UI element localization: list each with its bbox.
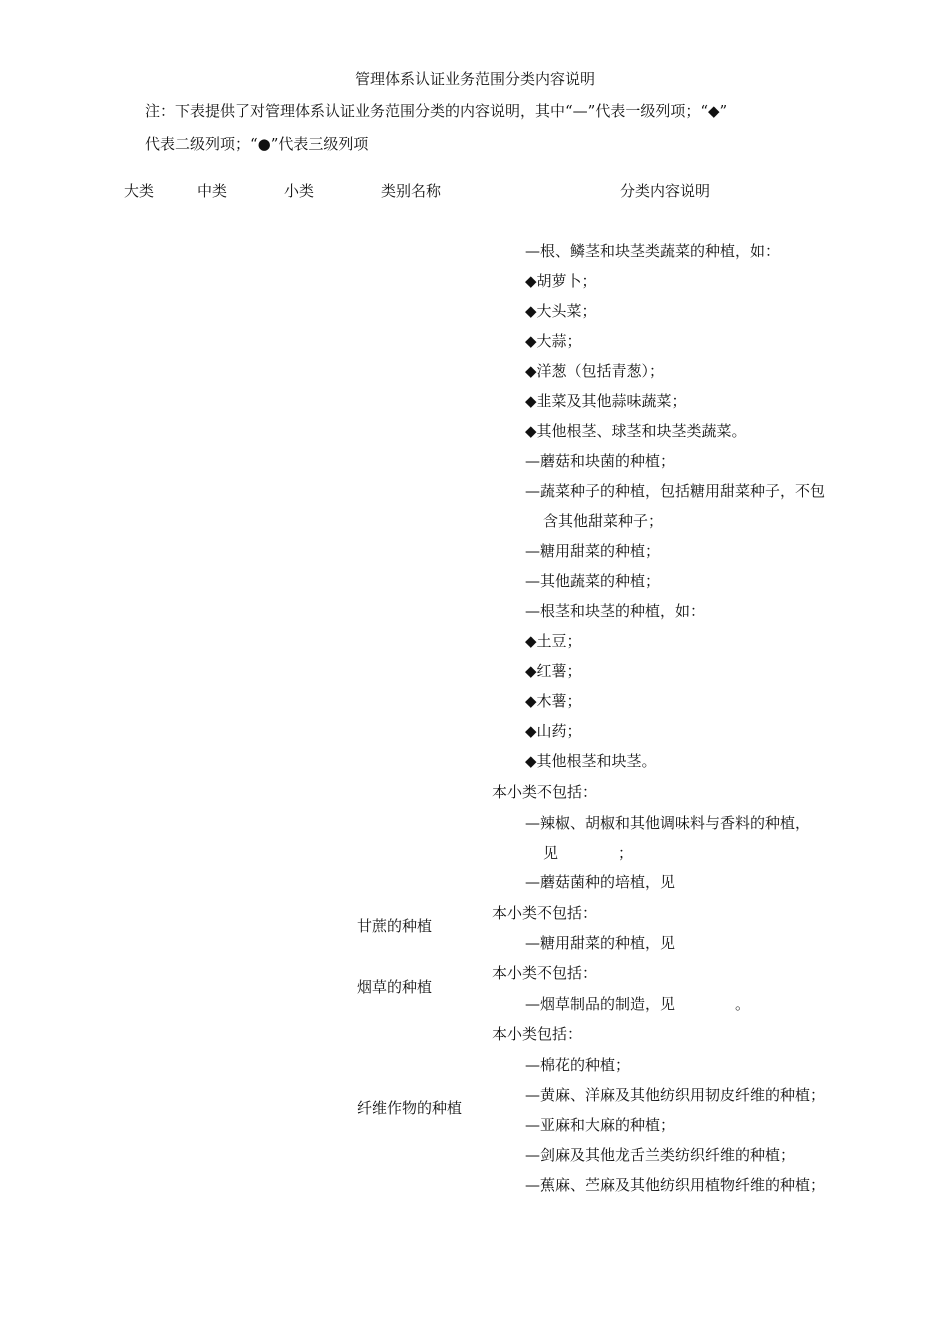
header-description: 分类内容说明 (620, 182, 711, 200)
desc-line: ◆其他根茎、球茎和块茎类蔬菜。 (525, 422, 747, 440)
desc-line: —糖用甜菜的种植； (525, 542, 661, 560)
desc-line: —其他蔬菜的种植； (525, 572, 661, 590)
desc-line: —亚麻和大麻的种植； (525, 1116, 676, 1134)
desc-line: —蘑菇菌种的培植，见 (525, 873, 676, 891)
desc-line: 本小类不包括： (492, 964, 598, 982)
desc-line: ◆其他根茎和块茎。 (525, 752, 657, 770)
desc-line: —剑麻及其他龙舌兰类纺织纤维的种植； (525, 1146, 796, 1164)
desc-line: 本小类不包括： (492, 783, 598, 801)
desc-line: ◆木薯； (525, 692, 582, 710)
header-major-class: 大类 (124, 182, 155, 200)
header-category-name: 类别名称 (381, 182, 442, 200)
desc-line: —蘑菇和块菌的种植； (525, 452, 676, 470)
desc-line: ◆大蒜； (525, 332, 582, 350)
category-fiber-crops: 纤维作物的种植 (357, 1099, 463, 1117)
desc-line: —糖用甜菜的种植，见 (525, 934, 676, 952)
desc-line: —根、鳞茎和块茎类蔬菜的种植，如： (525, 242, 781, 260)
desc-line: ◆大头菜； (525, 302, 597, 320)
desc-line: 含其他甜菜种子； (543, 512, 664, 530)
desc-line: ◆胡萝卜； (525, 272, 597, 290)
desc-line: —烟草制品的制造，见 。 (525, 995, 751, 1013)
header-minor-class: 小类 (284, 182, 315, 200)
note-line-1: 注：下表提供了对管理体系认证业务范围分类的内容说明，其中“—”代表一级列项；“◆” (145, 102, 728, 120)
category-sugarcane: 甘蔗的种植 (357, 917, 433, 935)
desc-line: —棉花的种植； (525, 1056, 631, 1074)
desc-line: ◆韭菜及其他蒜味蔬菜； (525, 392, 687, 410)
desc-line: 本小类不包括： (492, 904, 598, 922)
document-title: 管理体系认证业务范围分类内容说明 (354, 70, 595, 88)
desc-line: ◆土豆； (525, 632, 582, 650)
desc-line: —根茎和块茎的种植，如： (525, 602, 706, 620)
desc-line: ◆洋葱（包括青葱）； (525, 362, 665, 380)
desc-line: 见 ； (543, 844, 634, 862)
header-middle-class: 中类 (197, 182, 228, 200)
category-tobacco: 烟草的种植 (357, 978, 433, 996)
desc-line: 本小类包括： (492, 1025, 583, 1043)
desc-line: ◆红薯； (525, 662, 582, 680)
note-line-2: 代表二级列项；“●”代表三级列项 (145, 135, 369, 153)
desc-line: —蕉麻、苎麻及其他纺织用植物纤维的种植； (525, 1176, 826, 1194)
desc-line: —辣椒、胡椒和其他调味料与香料的种植， (525, 814, 811, 832)
desc-line: —黄麻、洋麻及其他纺织用韧皮纤维的种植； (525, 1086, 826, 1104)
desc-line: ◆山药； (525, 722, 582, 740)
desc-line: —蔬菜种子的种植，包括糖用甜菜种子，不包 (525, 482, 826, 500)
